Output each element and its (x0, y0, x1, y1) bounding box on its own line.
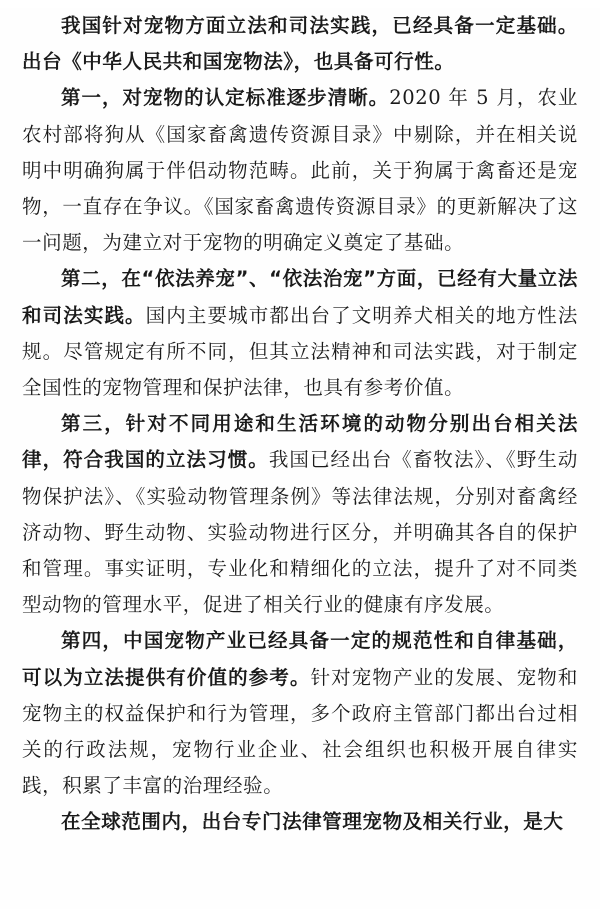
paragraph-first-point-body: 2020 年 5 月，农业农村部将狗从《国家畜禽遗传资源目录》中剔除，并在相关说明中明确狗属于伴侣动物范畴。此前，关于狗属于禽畜还是宠物，一直存在争议。《国家畜禽遗传资源目录》的更新解决了这一问题，为建立对于宠物的明确定义奠定了基础。 (22, 86, 578, 255)
document-page (0, 8, 600, 909)
paragraph-first-point-lead: 第一，对宠物的认定标准逐步清晰。 (61, 86, 390, 110)
paragraph-second-point-lead: 第二，在“依法养宠”、“依法治宠”方面，已经有大量立法和司法实践。 (22, 267, 578, 327)
paragraph-fourth-point-lead: 第四，中国宠物产业已经具备一定的规范性和自律基础，可以为立法提供有价值的参考。 (22, 629, 578, 689)
paragraph-fourth-point (22, 623, 578, 804)
paragraph-global-lead: 在全球范围内，出台专门法律管理宠物及相关行业，是大 (61, 810, 564, 834)
paragraph-global (22, 804, 578, 840)
paragraph-second-point (22, 261, 578, 406)
paragraph-fourth-point-body: 针对宠物产业的发展、宠物和宠物主的权益保护和行为管理，多个政府主管部门都出台过相关的行政法规，宠物行业企业、社会组织也积极开展自律实践，积累了丰富的治理经验。 (22, 665, 578, 798)
paragraph-first-point (22, 80, 578, 261)
paragraph-third-point-body: 我国已经出台《畜牧法》、《野生动物保护法》、《实验动物管理条例》等法律法规，分别对畜禽经济动物、野生动物、实验动物进行区分，并明确其各自的保护和管理。事实证明，专业化和精细化的立法，提升了对不同类型动物的管理水平，促进了相关行业的健康有序发展。 (22, 448, 578, 617)
paragraph-second-point-body: 国内主要城市都出台了文明养犬相关的地方性法规。尽管规定有所不同，但其立法精神和司法实践，对于制定全国性的宠物管理和保护法律，也具有参考价值。 (22, 303, 578, 400)
paragraph-third-point-lead: 第三，针对不同用途和生活环境的动物分别出台相关法律，符合我国的立法习惯。 (22, 412, 578, 472)
paragraph-intro (22, 8, 578, 80)
paragraph-intro-lead: 我国针对宠物方面立法和司法实践，已经具备一定基础。出台《中华人民共和国宠物法》，也具备可行性。 (22, 14, 578, 74)
paragraph-third-point (22, 406, 578, 623)
